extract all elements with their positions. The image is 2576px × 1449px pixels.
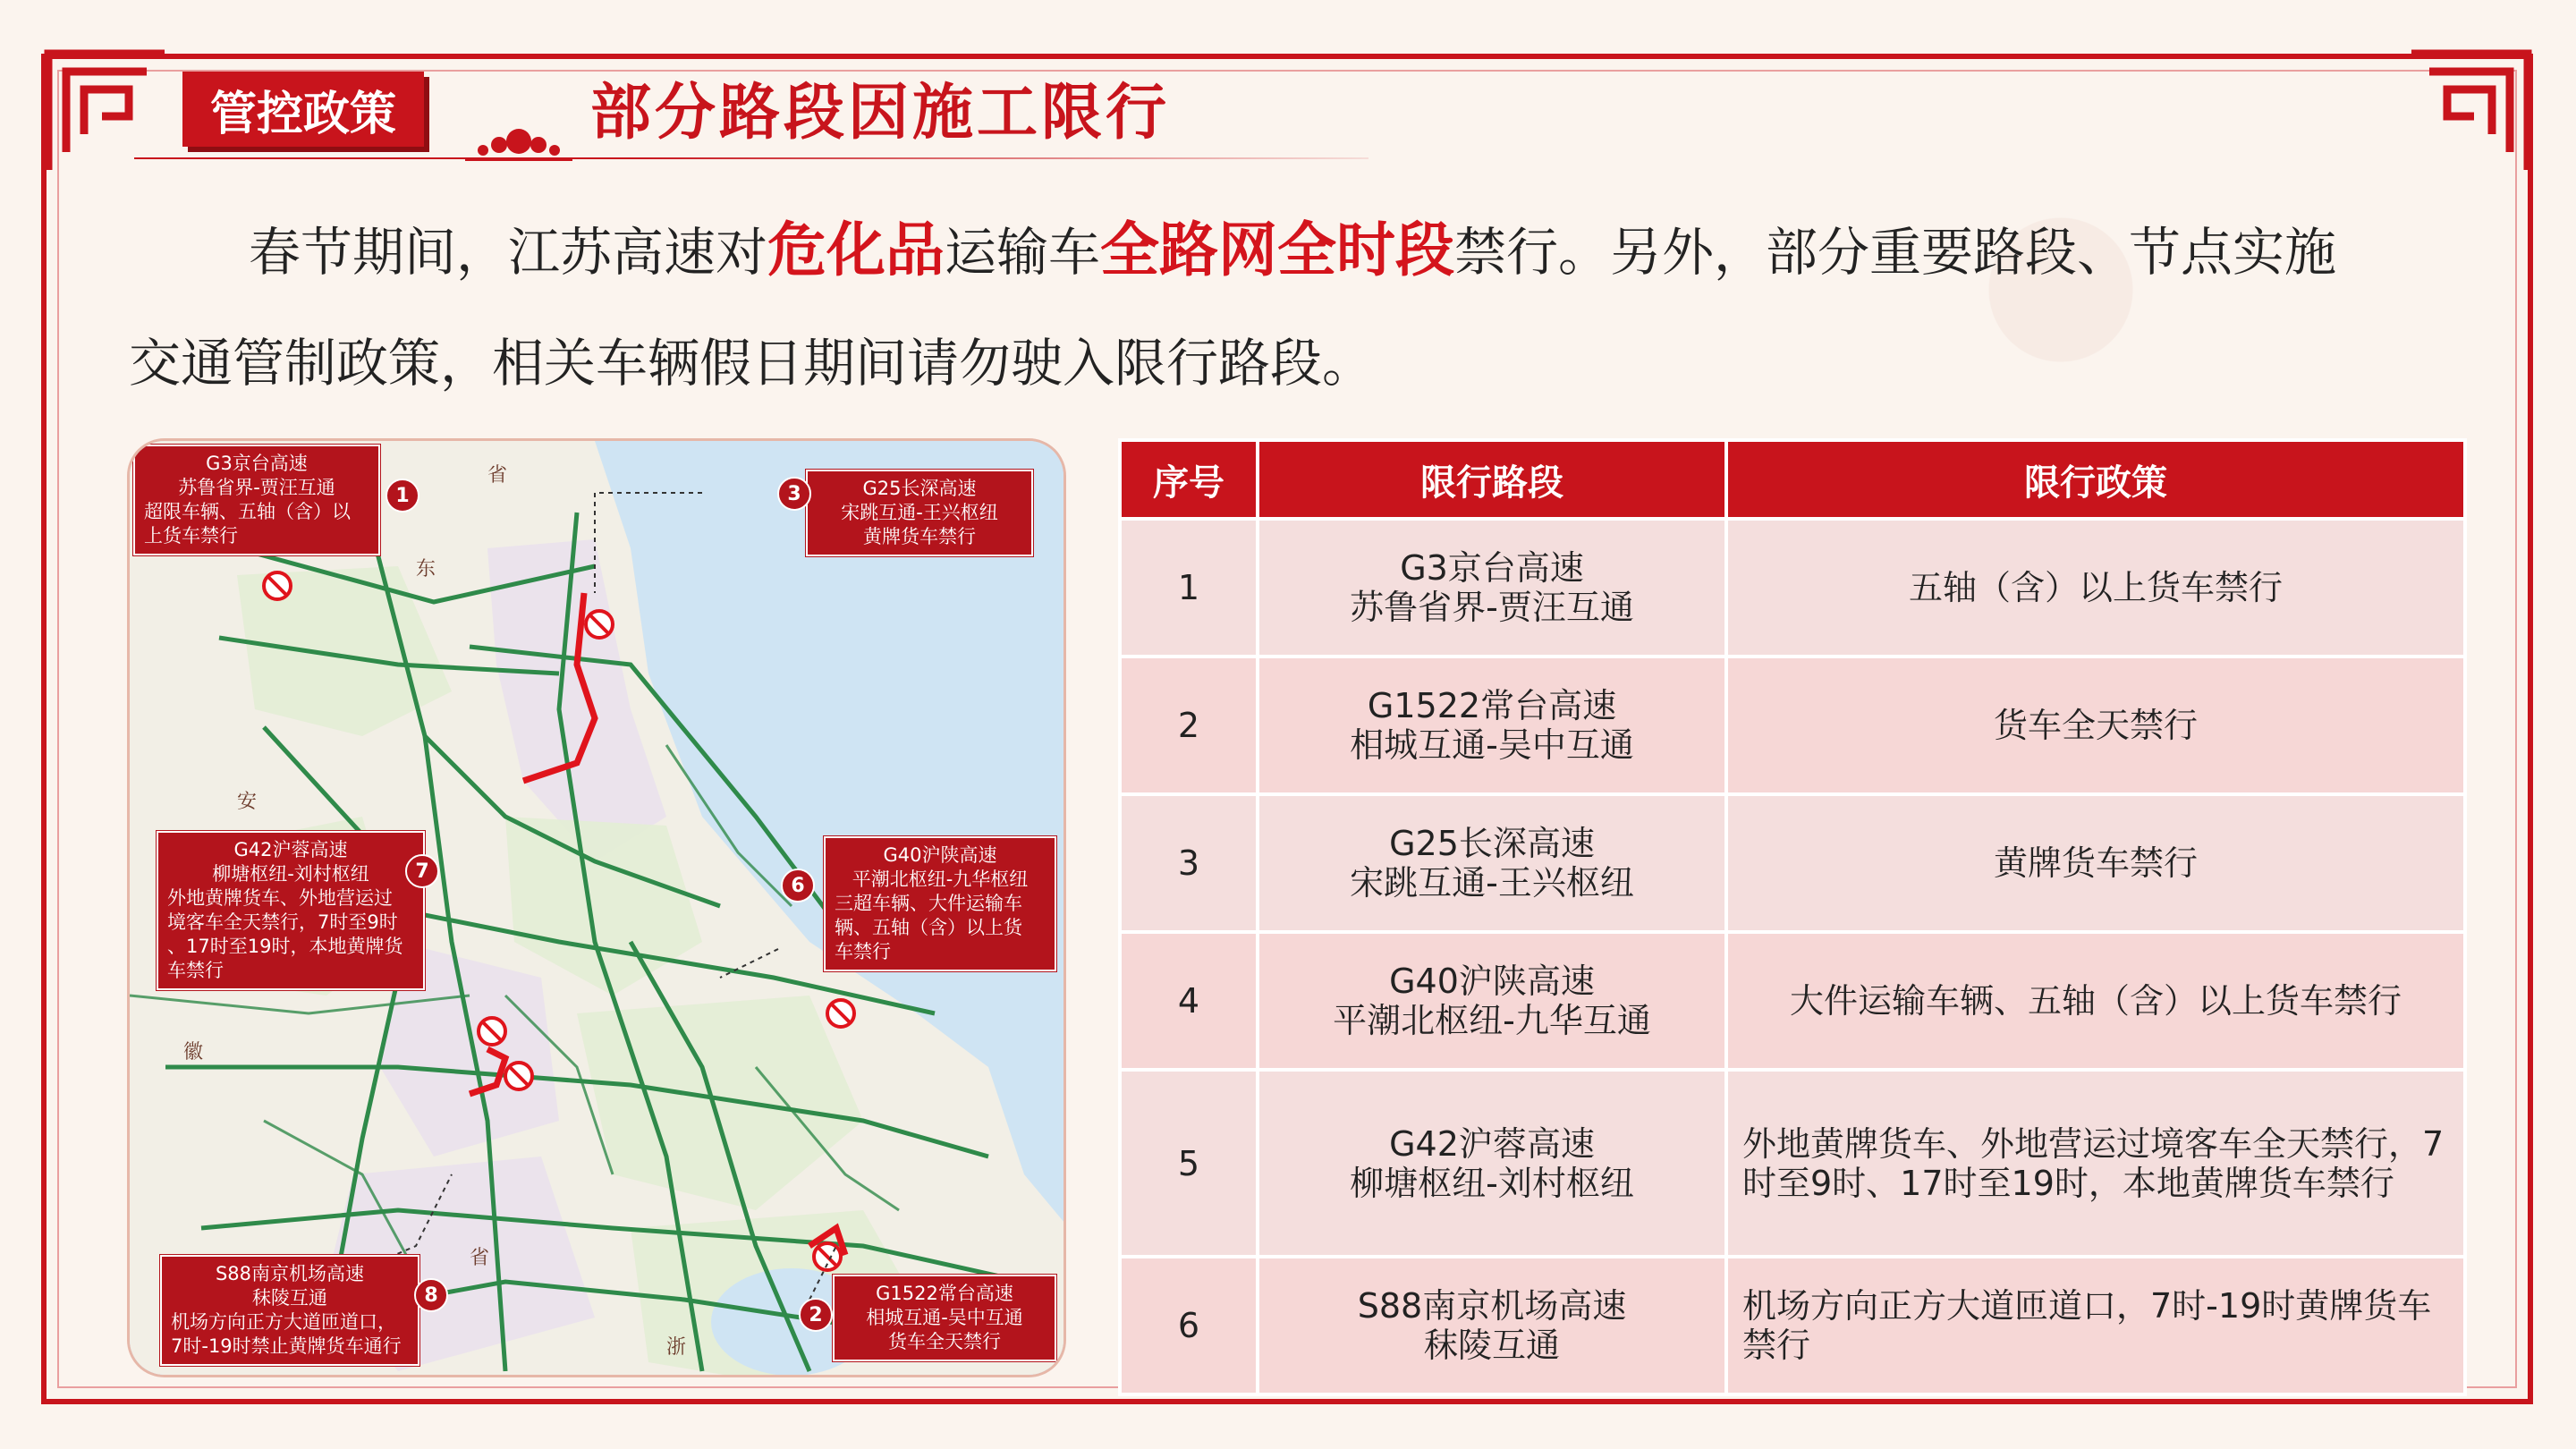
callout-title: G42沪蓉高速 <box>233 839 348 860</box>
callout-line: 货车全天禁行 <box>888 1331 1001 1352</box>
cell-road <box>1259 1258 1724 1393</box>
callout-number: 2 <box>799 1298 833 1332</box>
section-badge: 管控政策 <box>182 72 424 147</box>
cell-road <box>1259 934 1724 1068</box>
cell-road <box>1259 796 1724 930</box>
province-label: 省 <box>470 1246 490 1268</box>
cell-no: 6 <box>1122 1258 1256 1393</box>
callout-title: G3京台高速 <box>206 453 308 474</box>
callout-line: 秣陵互通 <box>252 1287 327 1309</box>
callout-number: 6 <box>781 869 815 902</box>
callout-number: 1 <box>386 479 419 513</box>
province-label: 徽 <box>183 1040 204 1063</box>
callout-number: 8 <box>414 1278 448 1312</box>
header-no: 序号 <box>1122 442 1256 517</box>
table-row <box>1122 934 2463 1068</box>
table-row <box>1122 796 2463 930</box>
callout-line: 外地黄牌货车、外地营运过 <box>167 887 393 909</box>
callout-line: 超限车辆、五轴（含）以 <box>144 501 351 522</box>
map-callout-g3 <box>133 445 380 555</box>
callout-title: G40沪陕高速 <box>883 844 997 866</box>
map-callout-g42 <box>157 831 425 990</box>
page-title: 部分路段因施工限行 <box>590 77 1171 148</box>
table-row <box>1122 1072 2463 1255</box>
province-label: 安 <box>237 790 258 812</box>
cell-policy: 货车全天禁行 <box>1728 658 2463 792</box>
province-label: 省 <box>487 463 508 486</box>
table-header-row <box>1122 442 2463 517</box>
header-road: 限行路段 <box>1259 442 1724 517</box>
intro-text: 春节期间，江苏高速对 <box>249 222 768 283</box>
highlight-hazmat: 危化品 <box>767 216 945 284</box>
map-callout-g25 <box>806 470 1033 556</box>
road-name: G25长深高速 <box>1389 824 1595 863</box>
road-name: G42沪蓉高速 <box>1389 1123 1595 1164</box>
intro-paragraph <box>129 195 2472 419</box>
highlight-all-network: 全路网全时段 <box>1100 216 1455 284</box>
intro-text: 运输车 <box>945 222 1101 283</box>
intro-text-line2: 交通管制政策，相关车辆假日期间请勿驶入限行路段。 <box>129 333 1375 394</box>
callout-line: 、17时至19时，本地黄牌货 <box>167 936 403 957</box>
cell-no: 3 <box>1122 796 1256 930</box>
callout-title: S88南京机场高速 <box>215 1263 365 1284</box>
callout-number: 3 <box>777 477 811 511</box>
cell-no: 2 <box>1122 658 1256 792</box>
table-row <box>1122 521 2463 655</box>
road-name: G40沪陕高速 <box>1389 962 1595 1001</box>
callout-line: 机场方向正方大道匝道口， <box>171 1311 396 1333</box>
callout-line: 黄牌货车禁行 <box>863 526 976 547</box>
table-row <box>1122 1258 2463 1393</box>
corner-ornament-top-right <box>2402 45 2537 179</box>
cell-policy: 黄牌货车禁行 <box>1728 796 2463 930</box>
callout-line: 相城互通-吴中互通 <box>866 1307 1023 1328</box>
cell-road <box>1259 521 1724 655</box>
road-section: 平潮北枢纽-九华互通 <box>1333 1001 1651 1040</box>
callout-line: 辆、五轴（含）以上货 <box>835 917 1022 938</box>
callout-line: 平潮北枢纽-九华枢纽 <box>852 869 1029 890</box>
callout-line: 7时-19时禁止黄牌货车通行 <box>171 1335 402 1357</box>
road-name: S88南京机场高速 <box>1357 1286 1627 1326</box>
cell-policy: 外地黄牌货车、外地营运过境客车全天禁行，7时至9时、17时至19时，本地黄牌货车禁行 <box>1728 1072 2463 1255</box>
restriction-table <box>1118 438 2467 1396</box>
road-section: 苏鲁省界-贾汪互通 <box>1350 588 1634 627</box>
callout-line: 宋跳互通-王兴枢纽 <box>841 502 998 523</box>
callout-line: 车禁行 <box>835 941 891 962</box>
table-row <box>1122 658 2463 792</box>
road-name: G1522常台高速 <box>1367 686 1617 725</box>
cell-policy: 机场方向正方大道匝道口，7时-19时黄牌货车禁行 <box>1728 1258 2463 1393</box>
callout-line: 车禁行 <box>167 960 224 981</box>
cell-no: 5 <box>1122 1072 1256 1255</box>
callout-line: 上货车禁行 <box>144 525 238 547</box>
cell-road <box>1259 658 1724 792</box>
callout-number: 7 <box>405 854 439 888</box>
road-name: G3京台高速 <box>1400 548 1584 588</box>
restriction-map <box>127 438 1066 1377</box>
road-section: 宋跳互通-王兴枢纽 <box>1350 863 1634 902</box>
map-callout-s88 <box>160 1255 419 1366</box>
callout-line: 三超车辆、大件运输车 <box>835 893 1022 914</box>
map-callout-g40 <box>824 836 1056 971</box>
intro-text: 禁行。另外，部分重要路段、节点实施 <box>1454 222 2337 283</box>
cell-no: 1 <box>1122 521 1256 655</box>
callout-line: 境客车全天禁行，7时至9时 <box>167 911 398 933</box>
province-label: 浙 <box>666 1335 687 1358</box>
title-underline <box>134 157 1368 159</box>
province-label: 东 <box>416 557 436 580</box>
callout-title: G25长深高速 <box>862 478 977 499</box>
map-callout-g1522 <box>833 1275 1056 1361</box>
road-section: 秣陵互通 <box>1423 1326 1560 1365</box>
cell-policy: 五轴（含）以上货车禁行 <box>1728 521 2463 655</box>
road-section: 相城互通-吴中互通 <box>1350 725 1634 765</box>
road-section: 柳塘枢纽-刘村枢纽 <box>1350 1163 1634 1203</box>
cell-road <box>1259 1072 1724 1255</box>
cell-no: 4 <box>1122 934 1256 1068</box>
cell-policy: 大件运输车辆、五轴（含）以上货车禁行 <box>1728 934 2463 1068</box>
callout-line: 柳塘枢纽-刘村枢纽 <box>212 863 369 885</box>
header-policy: 限行政策 <box>1728 442 2463 517</box>
callout-line: 苏鲁省界-贾汪互通 <box>178 477 335 498</box>
callout-title: G1522常台高速 <box>876 1283 1013 1304</box>
